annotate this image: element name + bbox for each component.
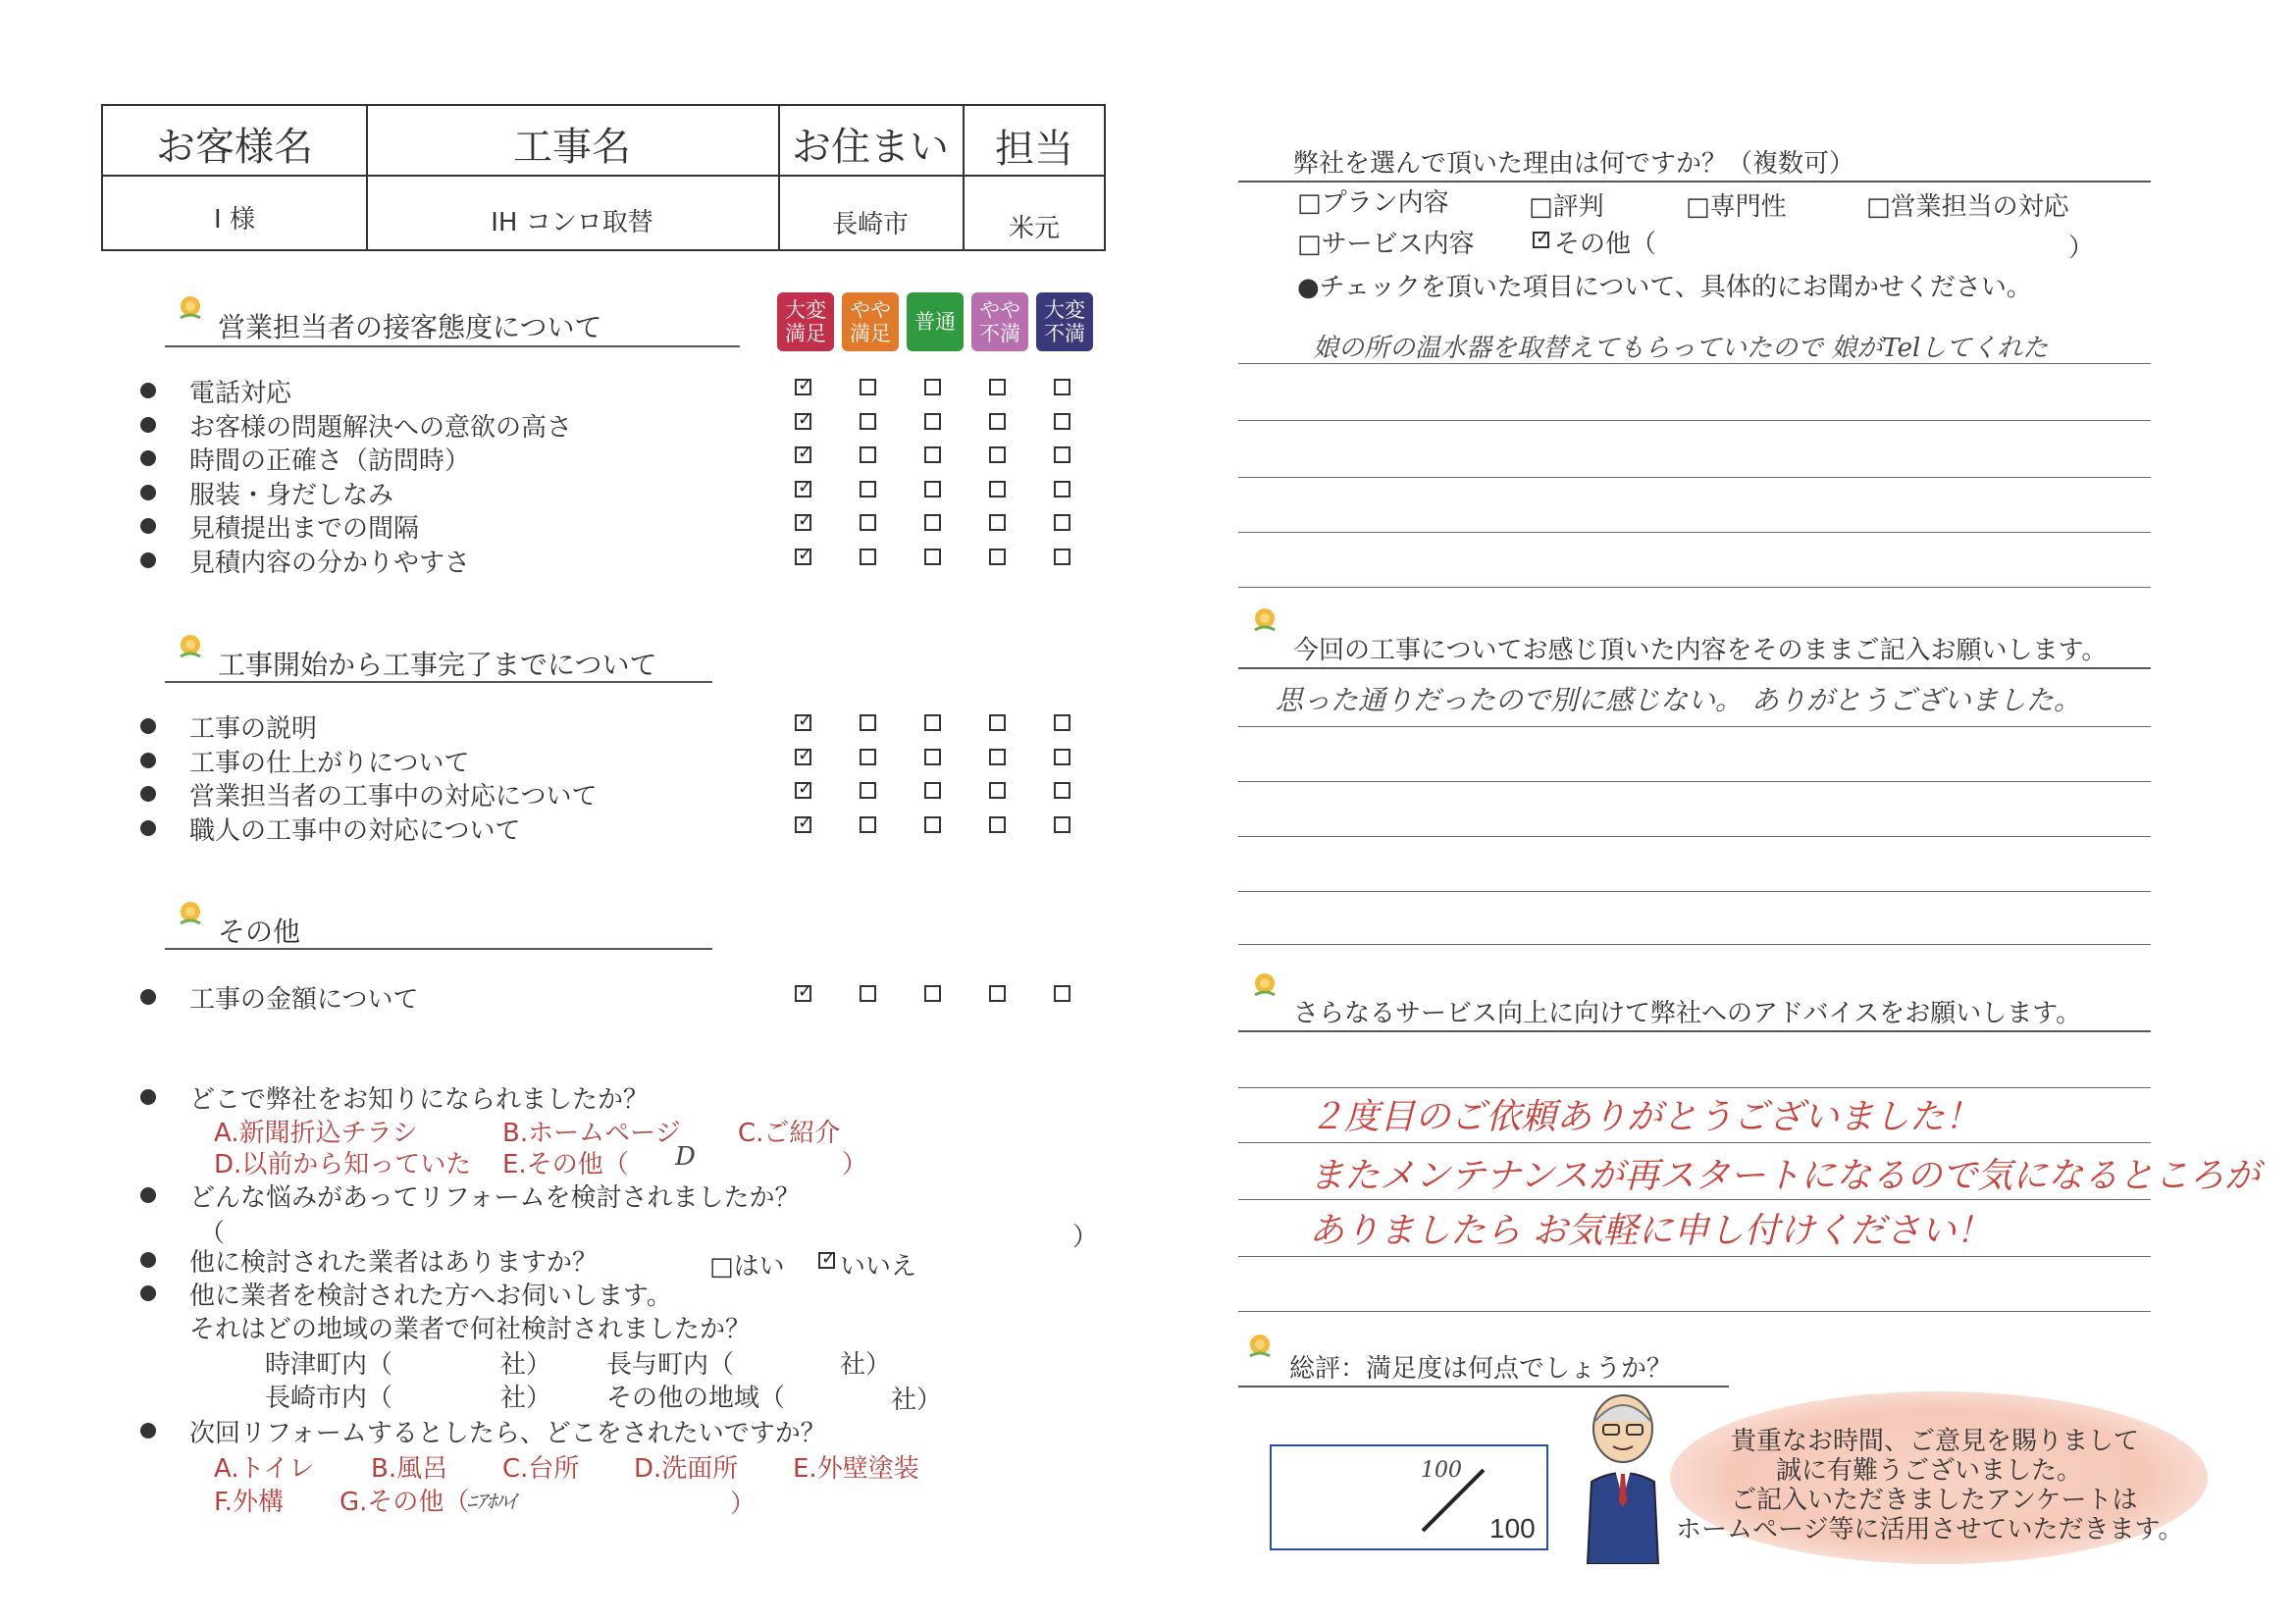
rating-checkbox[interactable] <box>924 413 941 430</box>
reason-sales[interactable]: □営業担当の対応 <box>1866 192 2069 222</box>
q-next-d: D.洗面所 <box>634 1454 739 1484</box>
q-next-a: A.トイレ <box>214 1454 315 1484</box>
rating-checkbox[interactable] <box>860 514 876 531</box>
flower-icon <box>1251 971 1278 999</box>
rating-item-label: 時間の正確さ（訪問時） <box>189 446 471 476</box>
rating-checkbox[interactable] <box>989 379 1006 395</box>
score-value: 100 <box>1421 1458 1462 1483</box>
bullet <box>140 1187 156 1203</box>
rating-checkbox[interactable] <box>1054 379 1070 395</box>
reason-other-checkbox[interactable] <box>1533 232 1549 248</box>
rating-checkbox[interactable] <box>795 549 811 565</box>
q-trouble-close: ） <box>1072 1223 1099 1252</box>
thanks-line-2: 誠に有難うございました。 <box>1776 1456 2083 1486</box>
q-area-sha-3: 社） <box>500 1384 552 1413</box>
score-max: 100 <box>1489 1513 1536 1544</box>
q-know: どこで弊社をお知りになられましたか？ <box>189 1085 650 1115</box>
rating-checkbox[interactable] <box>860 413 876 430</box>
staff-name: 米元 <box>1008 214 1060 243</box>
q-next-e: E.外壁塗装 <box>793 1454 919 1484</box>
q-other-no-checkbox[interactable] <box>818 1252 835 1269</box>
rating-checkbox[interactable] <box>989 714 1006 731</box>
q-next-c: C.台所 <box>502 1454 580 1484</box>
rating-legend-badge: やや 満足 <box>842 292 899 351</box>
q-next-g-handwritten: ﾆｱﾎﾊｲ <box>467 1490 516 1513</box>
flower-icon <box>177 294 204 322</box>
company-reply-3: ありましたら お気軽に申し付けください！ <box>1309 1211 1992 1251</box>
bullet <box>140 786 156 802</box>
thanks-line-1: 貴重なお時間、ご意見を賜りまして <box>1731 1427 2140 1456</box>
company-reply-2: またメンテナンスが再スタートになるので気になるところが <box>1309 1156 2261 1196</box>
rating-checkbox[interactable] <box>924 985 941 1002</box>
rating-item-label: 工事の仕上がりについて <box>189 748 470 778</box>
rating-checkbox[interactable] <box>1054 481 1070 497</box>
header-staff-label: 担当 <box>995 127 1073 172</box>
rating-item-label: 電話対応 <box>189 379 292 408</box>
q-trouble: どんな悩みがあってリフォームを検討されましたか？ <box>189 1183 801 1213</box>
president-illustration <box>1574 1391 1672 1564</box>
q-know-d: D.以前から知っていた <box>214 1150 472 1179</box>
rating-checkbox[interactable] <box>989 549 1006 565</box>
q-next-b: B.風呂 <box>371 1454 448 1484</box>
q-area-2: それはどの地域の業者で何社検討されましたか？ <box>189 1315 752 1344</box>
rating-checkbox[interactable] <box>989 481 1006 497</box>
bullet <box>140 1285 156 1301</box>
reason-expertise[interactable]: □専門性 <box>1686 192 1787 222</box>
rating-checkbox[interactable] <box>924 749 941 765</box>
rating-legend-badge: 大変 不満 <box>1036 292 1093 351</box>
rating-checkbox[interactable] <box>989 816 1006 833</box>
right-q1-title: 弊社を選んで頂いた理由は何ですか？（複数可） <box>1293 149 1855 179</box>
q-other-no: いいえ <box>840 1252 917 1282</box>
rating-checkbox[interactable] <box>860 714 876 731</box>
rating-checkbox[interactable] <box>1054 985 1070 1002</box>
q-next: 次回リフォームするとしたら、どこをされたいですか？ <box>189 1419 826 1448</box>
header-customer-label: お客様名 <box>156 125 313 170</box>
q-know-a: A.新聞折込チラシ <box>214 1119 418 1148</box>
bullet <box>140 417 156 433</box>
q-area-sha-1: 社） <box>500 1350 552 1380</box>
rating-checkbox[interactable] <box>924 481 941 497</box>
bullet <box>140 753 156 768</box>
rating-checkbox[interactable] <box>989 782 1006 799</box>
rating-checkbox[interactable] <box>795 985 811 1002</box>
score-box <box>1270 1444 1548 1550</box>
q-area-1: 他に業者を検討された方へお伺いします。 <box>189 1282 672 1311</box>
rating-checkbox[interactable] <box>924 379 941 395</box>
q-know-e-close: ） <box>842 1150 868 1179</box>
rating-checkbox[interactable] <box>795 514 811 531</box>
reason-other: その他（ <box>1554 230 1657 259</box>
rating-item-label: 見積内容の分かりやすさ <box>189 548 471 578</box>
rating-item-label: 見積提出までの間隔 <box>189 514 420 544</box>
rating-checkbox[interactable] <box>924 549 941 565</box>
rating-checkbox[interactable] <box>924 514 941 531</box>
rating-checkbox[interactable] <box>1054 714 1070 731</box>
flower-icon <box>177 633 204 660</box>
reason-plan[interactable]: □プラン内容 <box>1297 188 1449 218</box>
q-know-c: C.ご紹介 <box>738 1119 841 1148</box>
rating-checkbox[interactable] <box>795 749 811 765</box>
rating-item-label: 工事の金額について <box>189 985 419 1015</box>
rating-checkbox[interactable] <box>795 446 811 463</box>
rating-checkbox[interactable] <box>1054 514 1070 531</box>
rating-checkbox[interactable] <box>989 413 1006 430</box>
q-area-togitsu: 時津町内（ <box>265 1350 393 1380</box>
bullet <box>140 518 156 534</box>
rating-checkbox[interactable] <box>860 816 876 833</box>
rating-item-label: 服装・身だしなみ <box>189 480 394 510</box>
customer-name: I 様 <box>214 205 255 235</box>
q-other: 他に検討された業者はありますか？ <box>189 1248 599 1278</box>
q-area-other: その他の地域（ <box>606 1384 786 1413</box>
q-know-e: E.その他（ <box>502 1150 629 1179</box>
flower-icon <box>1251 606 1278 634</box>
rating-checkbox[interactable] <box>989 446 1006 463</box>
q-know-e-handwritten: D <box>675 1142 696 1172</box>
rating-checkbox[interactable] <box>989 514 1006 531</box>
rating-checkbox[interactable] <box>795 782 811 799</box>
work-name: IH コンロ取替 <box>491 208 653 237</box>
rating-item-label: 職人の工事中の対応について <box>189 815 521 846</box>
customer-city: 長崎市 <box>831 210 909 239</box>
rating-checkbox[interactable] <box>860 379 876 395</box>
q-trouble-open: （ <box>199 1219 226 1248</box>
thanks-line-4: ホームページ等に活用させていただきます。 <box>1676 1515 2184 1544</box>
bullet <box>140 450 156 466</box>
flower-icon <box>177 900 204 927</box>
rating-checkbox[interactable] <box>795 481 811 497</box>
rating-item-label: 営業担当者の工事中の対応について <box>189 782 598 812</box>
rating-checkbox[interactable] <box>860 782 876 799</box>
bullet <box>140 820 156 836</box>
q-area-sha-2: 社） <box>840 1350 892 1380</box>
rating-item-label: お客様の問題解決への意欲の高さ <box>189 412 573 443</box>
section1-title: 営業担当者の接客態度について <box>218 311 602 343</box>
rating-legend-badge: やや 不満 <box>971 292 1028 351</box>
q-next-f: F.外構 <box>214 1488 285 1517</box>
rating-checkbox[interactable] <box>860 985 876 1002</box>
rating-checkbox[interactable] <box>860 549 876 565</box>
company-reply-1: ２度目のご依頼ありがとうございました！ <box>1309 1097 1981 1137</box>
rating-checkbox[interactable] <box>860 749 876 765</box>
reason-reputation[interactable]: □評判 <box>1529 192 1604 222</box>
thanks-line-3: ご記入いただきましたアンケートは <box>1731 1486 2138 1515</box>
q-area-nagayo: 長与町内（ <box>606 1350 735 1380</box>
bullet <box>140 485 156 500</box>
reason-detail-prompt: ●チェックを頂いた項目について、具体的にお聞かせください。 <box>1297 273 2032 302</box>
rating-checkbox[interactable] <box>1054 549 1070 565</box>
section3-title: その他 <box>218 916 301 948</box>
rating-checkbox[interactable] <box>1054 446 1070 463</box>
rating-checkbox[interactable] <box>795 379 811 395</box>
reason-answer: 娘の所の温水器を取替えてもらっていたので 娘がTelしてくれた <box>1313 334 2049 363</box>
rating-checkbox[interactable] <box>1054 749 1070 765</box>
reason-other-close: ） <box>2068 234 2095 263</box>
bullet <box>140 383 156 398</box>
right-q3-title: さらなるサービス向上に向けて弊社へのアドバイスをお願いします。 <box>1293 999 2082 1028</box>
bullet <box>140 718 156 734</box>
bullet <box>140 1423 156 1439</box>
rating-checkbox[interactable] <box>924 714 941 731</box>
reason-service[interactable]: □サービス内容 <box>1297 230 1475 259</box>
rating-checkbox[interactable] <box>924 446 941 463</box>
rating-checkbox[interactable] <box>924 782 941 799</box>
bullet <box>140 552 156 568</box>
bullet <box>140 989 156 1005</box>
bullet <box>140 1252 156 1268</box>
section2-title: 工事開始から工事完了までについて <box>218 649 657 681</box>
header-work-label: 工事名 <box>513 125 631 170</box>
right-q4-title: 総評：満足度は何点でしょうか？ <box>1289 1354 1673 1384</box>
rating-checkbox[interactable] <box>1054 816 1070 833</box>
rating-checkbox[interactable] <box>795 413 811 430</box>
rating-checkbox[interactable] <box>989 749 1006 765</box>
q-other-yes: □はい <box>709 1252 785 1282</box>
q-area-nagasaki: 長崎市内（ <box>265 1384 393 1413</box>
rating-item-label: 工事の説明 <box>189 714 318 744</box>
q-next-g: G.その他（ <box>339 1488 470 1517</box>
rating-checkbox[interactable] <box>1054 413 1070 430</box>
right-q2-title: 今回の工事についてお感じ頂いた内容をそのままご記入お願いします。 <box>1293 636 2108 665</box>
rating-checkbox[interactable] <box>924 816 941 833</box>
rating-checkbox[interactable] <box>1054 782 1070 799</box>
rating-checkbox[interactable] <box>795 714 811 731</box>
header-table <box>101 104 1106 251</box>
rating-legend-badge: 大変 満足 <box>777 292 834 351</box>
rating-checkbox[interactable] <box>989 985 1006 1002</box>
rating-checkbox[interactable] <box>795 816 811 833</box>
header-address-label: お住まい <box>792 125 949 170</box>
flower-icon <box>1246 1333 1274 1360</box>
q-area-sha-4: 社） <box>891 1386 943 1415</box>
bullet <box>140 1089 156 1105</box>
q-next-g-close: ） <box>730 1490 757 1519</box>
rating-checkbox[interactable] <box>860 481 876 497</box>
rating-legend-badge: 普通 <box>907 292 964 351</box>
rating-checkbox[interactable] <box>860 446 876 463</box>
impression-answer: 思った通りだったので別に感じない。 ありがとうございました。 <box>1276 684 2081 716</box>
q-know-b: B.ホームページ <box>502 1119 681 1148</box>
